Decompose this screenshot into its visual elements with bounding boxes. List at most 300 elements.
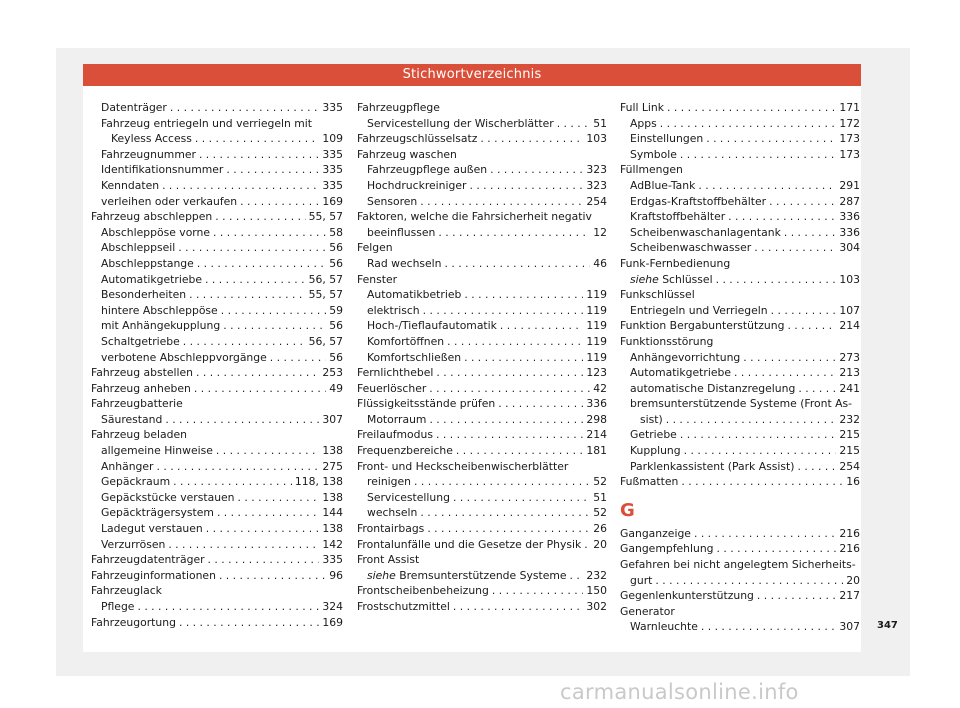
index-entry [91, 209, 343, 225]
index-term-text: Frontalunfälle und die Gesetze der Physik [357, 537, 582, 551]
index-entry [91, 272, 343, 288]
dot-leader [199, 147, 319, 163]
dot-leader [217, 505, 319, 521]
dot-leader [420, 505, 590, 521]
index-entry [357, 474, 607, 490]
page-reference[interactable]: 336 [586, 397, 607, 411]
page-reference[interactable]: 173 [839, 147, 860, 161]
page-reference[interactable]: 307 [322, 412, 343, 426]
index-entry [357, 225, 607, 241]
page-reference[interactable]: 302 [586, 600, 607, 613]
index-term [101, 147, 196, 163]
index-term [91, 615, 176, 631]
page-reference[interactable]: 291 [839, 178, 860, 192]
page-reference[interactable]: 118, 138 [294, 475, 343, 489]
index-term-text: Frontairbags [357, 522, 425, 536]
index-term [357, 148, 457, 161]
index-term-text: Kenndaten [101, 178, 160, 192]
index-term [630, 178, 695, 194]
dot-leader [500, 318, 583, 334]
index-term-text: verleihen oder verkaufen [101, 194, 238, 208]
dot-leader [189, 287, 306, 303]
index-entry [620, 526, 860, 542]
index-term-text: verbotene Abschleppvorgänge [101, 350, 267, 364]
index-term [630, 573, 652, 589]
page-reference[interactable]: 123 [586, 366, 607, 380]
page-reference[interactable]: 216 [839, 542, 860, 556]
dot-leader [706, 131, 836, 147]
index-term-text: Ladegut verstauen [101, 522, 203, 536]
page-reference[interactable]: 56 [329, 241, 343, 255]
index-entry [357, 365, 607, 381]
section-header: Stichwortverzeichnis [83, 64, 861, 86]
index-term-text: beeinflussen [367, 225, 436, 239]
dot-leader [754, 240, 836, 256]
dot-leader [445, 256, 591, 272]
index-entry [357, 162, 607, 178]
dot-leader [194, 381, 326, 397]
page-reference[interactable]: 107 [839, 303, 860, 317]
index-heading [620, 396, 860, 412]
dot-leader [797, 459, 836, 475]
index-term [91, 365, 193, 381]
index-entry [620, 588, 860, 604]
dot-leader [173, 474, 292, 490]
page-reference[interactable]: 171 [839, 101, 860, 114]
page-reference[interactable]: 119 [586, 303, 607, 317]
dot-leader [684, 443, 837, 459]
page-reference[interactable]: 52 [593, 475, 607, 489]
index-term-text: Symbole [630, 147, 677, 161]
index-term-text: Fahrzeugbatterie [91, 397, 183, 411]
index-term-text: Full Link [620, 101, 665, 114]
index-term-text: Schlüssel [662, 272, 713, 286]
index-term [367, 412, 426, 428]
index-term-text: Parklenkassistent (Park Assist) [630, 459, 795, 473]
index-entry [620, 209, 860, 225]
index-term-text: Abschleppseil [101, 241, 176, 255]
index-term-text: bremsunterstützende Systeme (Front As- [630, 397, 853, 411]
index-term [630, 272, 713, 288]
see-reference-label: siehe [367, 568, 396, 582]
index-term [91, 552, 205, 568]
index-entry [620, 427, 860, 443]
index-term-text: Fahrzeuginformationen [91, 568, 216, 582]
dot-leader [464, 287, 583, 303]
page-reference[interactable]: 138 [322, 522, 343, 536]
index-term-text: Freilaufmodus [357, 428, 433, 442]
index-entry [91, 474, 343, 490]
page-reference[interactable]: 336 [839, 210, 860, 224]
index-term-text: Fußmatten [620, 475, 679, 489]
index-term [101, 334, 180, 350]
page-reference[interactable]: 213 [839, 366, 860, 380]
dot-leader [238, 490, 320, 506]
index-term [640, 412, 663, 428]
index-heading [357, 459, 607, 475]
index-term [630, 194, 766, 210]
index-term [357, 273, 397, 286]
index-term-text: Fahrzeugortung [91, 615, 176, 629]
index-column-1 [91, 100, 343, 630]
page-reference[interactable]: 323 [586, 163, 607, 177]
page-reference[interactable]: 214 [586, 428, 607, 442]
dot-leader [480, 131, 583, 147]
index-heading [620, 256, 860, 272]
index-entry [357, 303, 607, 319]
index-term [630, 397, 852, 410]
index-entry [620, 573, 860, 589]
page-reference[interactable]: 51 [593, 116, 607, 130]
page-reference[interactable]: 109 [322, 132, 343, 146]
index-term-text: Funktion Bergabunterstützung [620, 319, 785, 333]
index-term [101, 459, 153, 475]
page-reference[interactable]: 241 [839, 381, 860, 395]
dot-leader [221, 303, 327, 319]
index-term [367, 490, 450, 506]
index-term-text: Hoch-/Tieflaufautomatik [367, 319, 497, 333]
dot-leader [469, 178, 583, 194]
page-reference[interactable]: 215 [839, 428, 860, 442]
index-term [357, 599, 450, 615]
index-term [357, 583, 489, 599]
dot-leader [223, 318, 326, 334]
index-term-text: Besonderheiten [101, 288, 187, 302]
index-entry [91, 599, 343, 615]
index-entry [91, 615, 343, 631]
index-term [357, 131, 477, 147]
index-term-text: Gefahren bei nicht angelegtem Sicherheits- [620, 558, 856, 572]
page-reference[interactable]: 335 [322, 101, 343, 114]
dot-leader [798, 381, 836, 397]
index-heading [357, 272, 607, 288]
page-reference[interactable]: 335 [322, 147, 343, 161]
page-reference[interactable]: 119 [586, 288, 607, 302]
index-term [620, 588, 754, 604]
index-entry [91, 365, 343, 381]
page-reference[interactable]: 335 [322, 163, 343, 177]
index-term-text: Gegenlenkunterstützung [620, 589, 754, 603]
index-term-text: Feuerlöscher [357, 381, 427, 395]
index-term [620, 541, 714, 557]
dot-leader [570, 568, 584, 584]
page-reference[interactable]: 336 [839, 225, 860, 239]
index-term-text: Entriegeln und Verriegeln [630, 303, 768, 317]
page-reference[interactable]: 254 [586, 194, 607, 208]
page-reference[interactable]: 273 [839, 350, 860, 364]
index-entry [357, 287, 607, 303]
index-term [357, 210, 592, 223]
index-term [620, 163, 683, 176]
index-term-text: Komfortschließen [367, 350, 462, 364]
index-term-text: Pflege [101, 600, 135, 613]
index-term-text: Anhänger [101, 459, 154, 473]
page-reference[interactable]: 216 [839, 526, 860, 540]
index-term [630, 619, 698, 635]
index-entry [357, 256, 607, 272]
index-term [91, 568, 216, 584]
page-reference[interactable]: 335 [322, 553, 343, 567]
page-reference[interactable]: 217 [839, 589, 860, 603]
index-term [367, 318, 497, 334]
index-entry [357, 568, 607, 584]
index-term-text: elektrisch [367, 303, 420, 317]
page-reference[interactable]: 52 [593, 506, 607, 520]
index-term [101, 178, 159, 194]
dot-leader [698, 178, 836, 194]
index-heading [91, 116, 343, 132]
index-entry [357, 318, 607, 334]
index-term [91, 584, 162, 597]
index-entry [357, 194, 607, 210]
index-term-text: Fahrzeug waschen [357, 147, 457, 161]
index-term [630, 381, 795, 397]
see-reference-label: siehe [630, 272, 659, 286]
index-entry [357, 350, 607, 366]
index-term [367, 334, 444, 350]
index-entry [357, 334, 607, 350]
page-reference[interactable]: 49 [329, 381, 343, 395]
page-reference[interactable]: 55, 57 [308, 288, 343, 302]
index-term-text: Anhängevorrichtung [630, 350, 741, 364]
dot-leader [197, 256, 326, 272]
index-entry [620, 116, 860, 132]
page-reference[interactable]: 96 [329, 568, 343, 582]
index-column-3 [620, 100, 860, 635]
page-reference[interactable]: 142 [322, 537, 343, 551]
index-heading [91, 583, 343, 599]
dot-leader [456, 443, 584, 459]
index-entry [620, 178, 860, 194]
watermark: carmanualsonline.info [560, 680, 799, 704]
index-term [91, 381, 191, 397]
page-reference[interactable]: 119 [586, 319, 607, 333]
dot-leader [219, 568, 326, 584]
page-reference[interactable]: 215 [839, 444, 860, 458]
page-reference[interactable]: 138 [322, 490, 343, 504]
page-reference[interactable]: 138 [322, 444, 343, 458]
index-entry [91, 147, 343, 163]
index-term-text: Felgen [357, 241, 393, 255]
dot-leader [436, 365, 583, 381]
page-reference[interactable]: 16 [846, 475, 860, 489]
dot-leader [137, 599, 319, 615]
page-reference[interactable]: 172 [839, 116, 860, 130]
index-term-text: Fahrzeugpflege außen [367, 163, 488, 177]
index-term [367, 350, 461, 366]
dot-leader [771, 303, 837, 319]
index-term [630, 209, 725, 225]
page-reference[interactable]: 46 [593, 256, 607, 270]
index-term [630, 365, 731, 381]
dot-leader [179, 615, 319, 631]
page-reference[interactable]: 323 [586, 178, 607, 192]
index-term [357, 101, 440, 114]
page-reference[interactable]: 253 [322, 366, 343, 380]
dot-leader [205, 272, 306, 288]
page-reference[interactable]: 103 [839, 272, 860, 286]
index-entry [357, 178, 607, 194]
index-term [620, 474, 678, 490]
page-reference[interactable]: 12 [593, 225, 607, 239]
index-term [630, 131, 703, 147]
dot-leader [436, 427, 583, 443]
page-reference[interactable]: 304 [839, 241, 860, 255]
page-reference[interactable]: 173 [839, 132, 860, 146]
index-heading [357, 209, 607, 225]
page-reference[interactable]: 103 [586, 132, 607, 146]
page-number: 347 [877, 620, 898, 631]
dot-leader [168, 537, 319, 553]
page-reference[interactable]: 56, 57 [308, 334, 343, 348]
page-reference[interactable]: 51 [593, 490, 607, 504]
index-entry [620, 381, 860, 397]
index-entry [620, 131, 860, 147]
index-entry [91, 256, 343, 272]
index-heading [357, 100, 607, 116]
index-entry [620, 350, 860, 366]
index-term [620, 318, 784, 334]
index-term-text: Kraftstoffbehälter [630, 210, 726, 224]
index-term [101, 599, 134, 615]
index-term [630, 443, 681, 459]
index-term [367, 178, 466, 194]
index-term [357, 427, 433, 443]
dot-leader [453, 490, 590, 506]
index-entry [91, 459, 343, 475]
dot-leader [156, 459, 319, 475]
index-term-text: Faktoren, welche die Fahrsicherheit negativ [357, 210, 592, 224]
page-reference[interactable]: 307 [839, 620, 860, 634]
page-reference[interactable]: 59 [329, 303, 343, 317]
index-term [101, 240, 175, 256]
index-term-text: Komfortöffnen [367, 334, 445, 348]
page-reference[interactable]: 275 [322, 459, 343, 473]
index-term [101, 303, 218, 319]
dot-leader [728, 209, 836, 225]
page-reference[interactable]: 232 [586, 568, 607, 582]
page-reference[interactable]: 56, 57 [308, 272, 343, 286]
index-entry [357, 412, 607, 428]
index-heading [357, 147, 607, 163]
index-term [630, 350, 740, 366]
index-term-text: Servicestellung der Wischerblätter [367, 116, 554, 130]
page-reference[interactable]: 144 [322, 506, 343, 520]
index-term [91, 397, 183, 410]
index-entry [357, 443, 607, 459]
page-reference[interactable]: 42 [593, 381, 607, 395]
index-term [620, 100, 664, 116]
index-entry [357, 427, 607, 443]
index-term [101, 490, 235, 506]
page-reference[interactable]: 150 [586, 584, 607, 598]
dot-leader [423, 303, 584, 319]
dot-leader [701, 619, 837, 635]
page-reference[interactable]: 119 [586, 350, 607, 364]
index-term-text: Fahrzeuglack [91, 584, 162, 598]
page-reference[interactable]: 169 [322, 194, 343, 208]
page-reference[interactable]: 169 [322, 615, 343, 629]
page-reference[interactable]: 56 [329, 256, 343, 270]
index-entry [91, 537, 343, 553]
page-reference[interactable]: 119 [586, 334, 607, 348]
page-reference[interactable]: 287 [839, 194, 860, 208]
index-entry [357, 583, 607, 599]
index-term-text: Servicestellung [367, 490, 450, 504]
dot-leader [162, 178, 319, 194]
dot-leader [427, 521, 590, 537]
page-reference[interactable]: 298 [586, 412, 607, 426]
index-term [101, 443, 213, 459]
index-term-text: Getriebe [630, 428, 677, 442]
index-heading [620, 334, 860, 350]
index-entry [91, 412, 343, 428]
index-entry [620, 240, 860, 256]
dot-leader [420, 194, 583, 210]
dot-leader [196, 365, 319, 381]
index-term-text: Gepäckstücke verstauen [101, 490, 235, 504]
index-term [101, 505, 214, 521]
index-entry [620, 303, 860, 319]
index-entry [91, 490, 343, 506]
index-column-2 [357, 100, 607, 615]
index-term-text: Gangempfehlung [620, 542, 714, 556]
page-reference[interactable]: 26 [593, 522, 607, 536]
index-term [630, 147, 677, 163]
page-reference[interactable]: 56 [329, 319, 343, 333]
index-term-text: Scheibenwaschanlagentank [630, 225, 781, 239]
index-term [111, 131, 192, 147]
page-reference[interactable]: 20 [593, 537, 607, 551]
page-reference[interactable]: 232 [839, 412, 860, 426]
dot-leader [498, 396, 583, 412]
index-term [630, 225, 781, 241]
page-reference[interactable]: 58 [329, 225, 343, 239]
dot-leader [743, 350, 836, 366]
dot-leader [557, 116, 591, 132]
page-reference[interactable]: 254 [839, 459, 860, 473]
index-entry [91, 318, 343, 334]
index-term [630, 116, 657, 132]
dot-leader [213, 225, 326, 241]
page-reference[interactable]: 214 [839, 319, 860, 333]
index-term-text: Funk-Fernbedienung [620, 256, 731, 270]
page-reference[interactable]: 55, 57 [308, 210, 343, 224]
index-term [367, 505, 417, 521]
index-term [101, 350, 267, 366]
dot-leader [680, 147, 837, 163]
page-reference[interactable]: 56 [329, 350, 343, 364]
dot-leader [464, 350, 583, 366]
page-reference[interactable]: 181 [586, 444, 607, 458]
index-term-text: Schaltgetriebe [101, 334, 180, 348]
page-reference[interactable]: 335 [322, 178, 343, 192]
index-entry [91, 521, 343, 537]
page-reference[interactable]: 20 [846, 573, 860, 587]
index-entry [91, 194, 343, 210]
index-entry [91, 225, 343, 241]
index-heading [620, 557, 860, 573]
index-term [620, 526, 691, 542]
dot-leader [170, 100, 320, 116]
index-term-text: Fahrzeugdatenträger [91, 553, 205, 567]
dot-leader [414, 474, 590, 490]
page-reference[interactable]: 324 [322, 600, 343, 613]
dot-leader [660, 116, 837, 132]
dot-leader [216, 443, 319, 459]
index-term [357, 537, 581, 553]
dot-leader [240, 194, 319, 210]
